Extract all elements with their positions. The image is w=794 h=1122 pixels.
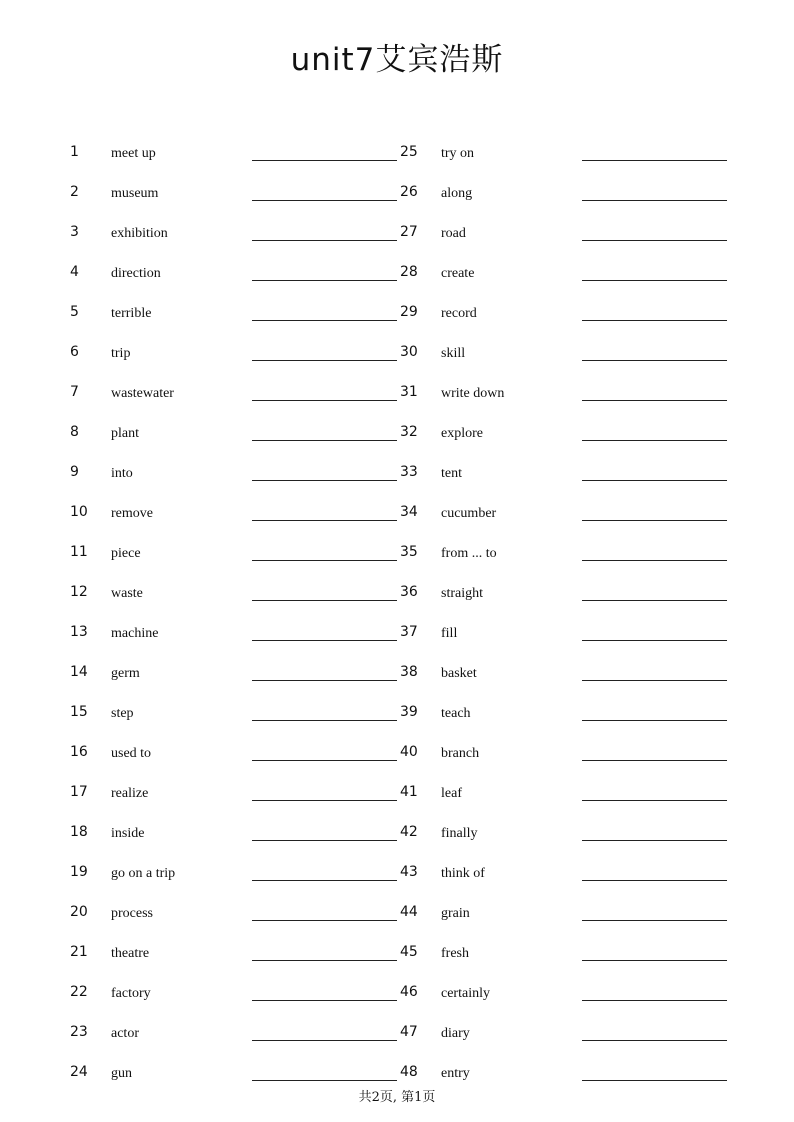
item-number: 44 xyxy=(400,904,418,920)
word-row xyxy=(330,733,730,773)
answer-blank-line[interactable] xyxy=(582,680,727,681)
item-number: 33 xyxy=(400,464,418,480)
answer-blank-line[interactable] xyxy=(582,480,727,481)
word-row xyxy=(330,373,730,413)
vocabulary-word: actor xyxy=(111,1026,139,1041)
vocabulary-word: grain xyxy=(441,906,470,921)
item-number: 20 xyxy=(70,904,88,920)
answer-blank-line[interactable] xyxy=(582,960,727,961)
item-number: 13 xyxy=(70,624,88,640)
vocabulary-word: theatre xyxy=(111,946,150,961)
item-number: 47 xyxy=(400,1024,418,1040)
item-number: 36 xyxy=(400,584,418,600)
item-number: 46 xyxy=(400,984,418,1000)
item-number: 25 xyxy=(400,144,418,160)
item-number: 16 xyxy=(70,744,88,760)
vocabulary-word: write down xyxy=(441,386,505,401)
item-number: 35 xyxy=(400,544,418,560)
vocabulary-word: step xyxy=(111,706,134,721)
vocabulary-word: tent xyxy=(441,466,462,481)
vocabulary-word: germ xyxy=(111,666,140,681)
answer-blank-line[interactable] xyxy=(582,160,727,161)
item-number: 7 xyxy=(70,384,79,400)
vocabulary-word: finally xyxy=(441,826,478,841)
answer-blank-line[interactable] xyxy=(582,280,727,281)
word-row xyxy=(330,773,730,813)
answer-blank-line[interactable] xyxy=(582,560,727,561)
vocabulary-word: certainly xyxy=(441,986,490,1001)
vocabulary-word: piece xyxy=(111,546,141,561)
word-row xyxy=(330,333,730,373)
item-number: 23 xyxy=(70,1024,88,1040)
vocabulary-word: fresh xyxy=(441,946,469,961)
item-number: 24 xyxy=(70,1064,88,1080)
vocabulary-word: skill xyxy=(441,346,466,361)
vocabulary-word: diary xyxy=(441,1026,470,1041)
vocabulary-word: museum xyxy=(111,186,159,201)
page-footer: 共2页, 第1页 xyxy=(358,1090,436,1105)
word-row xyxy=(330,613,730,653)
word-row xyxy=(330,293,730,333)
word-row xyxy=(330,693,730,733)
vocabulary-word: trip xyxy=(111,346,131,361)
vocabulary-word: entry xyxy=(441,1066,470,1081)
vocabulary-word: try on xyxy=(441,146,475,161)
item-number: 37 xyxy=(400,624,418,640)
word-row xyxy=(330,133,730,173)
answer-blank-line[interactable] xyxy=(582,760,727,761)
vocabulary-word: create xyxy=(441,266,475,281)
word-row xyxy=(330,413,730,453)
item-number: 34 xyxy=(400,504,418,520)
answer-blank-line[interactable] xyxy=(582,880,727,881)
item-number: 30 xyxy=(400,344,418,360)
item-number: 2 xyxy=(70,184,79,200)
answer-blank-line[interactable] xyxy=(582,520,727,521)
vocabulary-word: fill xyxy=(441,626,458,641)
item-number: 8 xyxy=(70,424,79,440)
answer-blank-line[interactable] xyxy=(582,1000,727,1001)
vocabulary-word: explore xyxy=(441,426,483,441)
answer-blank-line[interactable] xyxy=(582,240,727,241)
word-row xyxy=(330,573,730,613)
word-row xyxy=(330,493,730,533)
vocabulary-word: into xyxy=(111,466,133,481)
vocabulary-word: factory xyxy=(111,986,151,1001)
word-row xyxy=(330,453,730,493)
item-number: 4 xyxy=(70,264,79,280)
word-row xyxy=(330,253,730,293)
vocabulary-word: used to xyxy=(111,746,152,761)
word-row xyxy=(330,173,730,213)
answer-blank-line[interactable] xyxy=(582,800,727,801)
item-number: 6 xyxy=(70,344,79,360)
item-number: 48 xyxy=(400,1064,418,1080)
word-row xyxy=(330,213,730,253)
answer-blank-line[interactable] xyxy=(582,440,727,441)
vocabulary-word: record xyxy=(441,306,477,321)
answer-blank-line[interactable] xyxy=(582,320,727,321)
word-row xyxy=(330,653,730,693)
item-number: 19 xyxy=(70,864,88,880)
vocabulary-word: inside xyxy=(111,826,145,841)
vocabulary-word: plant xyxy=(111,426,139,441)
answer-blank-line[interactable] xyxy=(582,1040,727,1041)
vocabulary-word: wastewater xyxy=(111,386,174,401)
item-number: 39 xyxy=(400,704,418,720)
vocabulary-word: process xyxy=(111,906,153,921)
word-row xyxy=(330,933,730,973)
item-number: 31 xyxy=(400,384,418,400)
item-number: 18 xyxy=(70,824,88,840)
vocabulary-word: road xyxy=(441,226,466,241)
vocabulary-word: branch xyxy=(441,746,480,761)
item-number: 43 xyxy=(400,864,418,880)
item-number: 11 xyxy=(70,544,88,560)
vocabulary-word: gun xyxy=(111,1066,132,1081)
answer-blank-line[interactable] xyxy=(582,600,727,601)
item-number: 12 xyxy=(70,584,88,600)
answer-blank-line[interactable] xyxy=(582,400,727,401)
vocabulary-word: cucumber xyxy=(441,506,497,521)
item-number: 15 xyxy=(70,704,88,720)
vocabulary-word: go on a trip xyxy=(111,866,176,881)
item-number: 32 xyxy=(400,424,418,440)
word-row xyxy=(330,973,730,1013)
vocabulary-word: waste xyxy=(111,586,143,601)
vocabulary-word: teach xyxy=(441,706,471,721)
vocabulary-word: from ... to xyxy=(441,546,497,561)
word-list-right-column xyxy=(330,133,730,1093)
vocabulary-word: terrible xyxy=(111,306,152,321)
item-number: 3 xyxy=(70,224,79,240)
vocabulary-word: realize xyxy=(111,786,149,801)
item-number: 40 xyxy=(400,744,418,760)
item-number: 5 xyxy=(70,304,79,320)
item-number: 22 xyxy=(70,984,88,1000)
answer-blank-line[interactable] xyxy=(582,1080,727,1081)
item-number: 27 xyxy=(400,224,418,240)
item-number: 14 xyxy=(70,664,88,680)
item-number: 45 xyxy=(400,944,418,960)
item-number: 26 xyxy=(400,184,418,200)
item-number: 9 xyxy=(70,464,79,480)
item-number: 42 xyxy=(400,824,418,840)
item-number: 41 xyxy=(400,784,418,800)
word-row xyxy=(330,893,730,933)
item-number: 29 xyxy=(400,304,418,320)
word-row xyxy=(330,533,730,573)
answer-blank-line[interactable] xyxy=(582,640,727,641)
vocabulary-word: remove xyxy=(111,506,153,521)
answer-blank-line[interactable] xyxy=(582,920,727,921)
answer-blank-line[interactable] xyxy=(582,200,727,201)
word-row xyxy=(330,813,730,853)
vocabulary-word: exhibition xyxy=(111,226,168,241)
vocabulary-word: straight xyxy=(441,586,483,601)
page-title: unit7艾宾浩斯 xyxy=(290,42,504,78)
answer-blank-line[interactable] xyxy=(582,840,727,841)
word-row xyxy=(330,1013,730,1053)
item-number: 1 xyxy=(70,144,79,160)
vocabulary-word: machine xyxy=(111,626,159,641)
word-row xyxy=(330,853,730,893)
answer-blank-line[interactable] xyxy=(582,360,727,361)
answer-blank-line[interactable] xyxy=(582,720,727,721)
vocabulary-word: along xyxy=(441,186,473,201)
vocabulary-word: basket xyxy=(441,666,477,681)
item-number: 21 xyxy=(70,944,88,960)
item-number: 28 xyxy=(400,264,418,280)
item-number: 38 xyxy=(400,664,418,680)
item-number: 17 xyxy=(70,784,88,800)
item-number: 10 xyxy=(70,504,88,520)
vocabulary-word: direction xyxy=(111,266,161,281)
vocabulary-word: meet up xyxy=(111,146,156,161)
vocabulary-word: leaf xyxy=(441,786,462,801)
vocabulary-word: think of xyxy=(441,866,485,881)
